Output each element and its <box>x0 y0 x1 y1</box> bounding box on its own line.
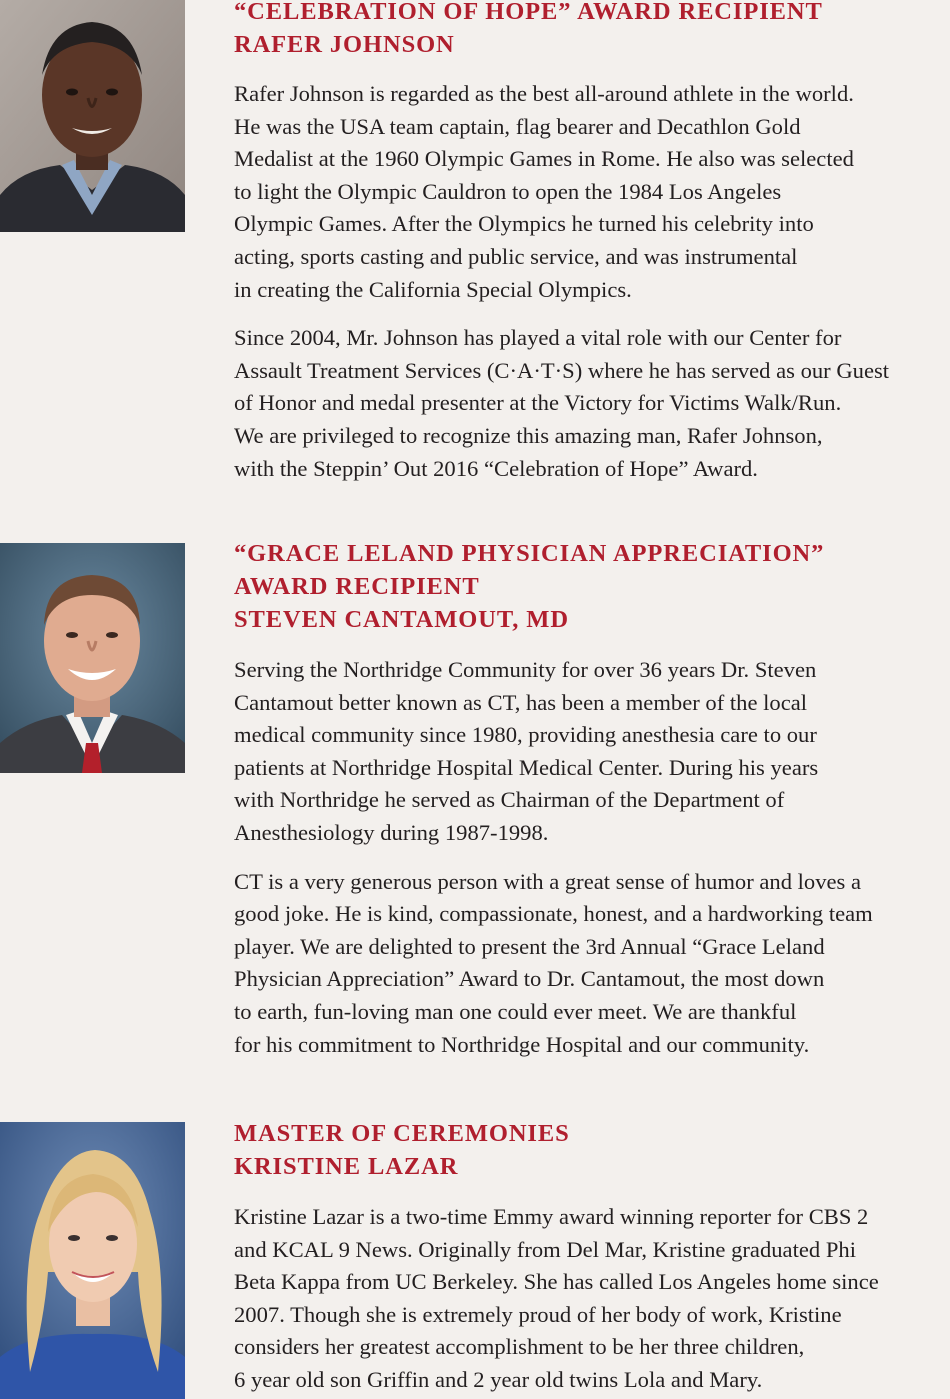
text-line: player. We are delighted to present the 3rd Annual “Grace Leland <box>234 933 825 959</box>
text-line: Physician Appreciation” Award to Dr. Cantamout, the most down <box>234 966 825 992</box>
text-line: Olympic Games. After the Olympics he turned his celebrity into <box>234 211 814 237</box>
heading-line: “CELEBRATION OF HOPE” AWARD RECIPIENT <box>234 0 823 25</box>
text-line: 2007. Though she is extremely proud of her body of work, Kristine <box>234 1301 842 1327</box>
text-line: He was the USA team captain, flag bearer and Decathlon Gold <box>234 113 801 139</box>
text-line: acting, sports casting and public service, and was instrumental <box>234 243 798 269</box>
portrait-photo <box>0 543 185 773</box>
text-line: Assault Treatment Services (C·A·T·S) where he has served as our Guest <box>234 357 890 383</box>
text-line: for his commitment to Northridge Hospital and our community. <box>234 1031 810 1057</box>
section-heading <box>234 1117 950 1183</box>
heading-line: “GRACE LELAND PHYSICIAN APPRECIATION” <box>234 540 825 567</box>
text-line: Beta Kappa from UC Berkeley. She has called Los Angeles home since <box>234 1269 879 1295</box>
text-line: patients at Northridge Hospital Medical Center. During his years <box>234 754 819 780</box>
text-line: We are privileged to recognize this amazing man, Rafer Johnson, <box>234 422 823 448</box>
text-line: Cantamout better known as CT, has been a member of the local <box>234 689 808 715</box>
text-line: considers her greatest accomplishment to be her three children, <box>234 1334 805 1360</box>
text-line: and KCAL 9 News. Originally from Del Mar, Kristine graduated Phi <box>234 1236 856 1262</box>
bio-paragraph <box>234 866 950 1062</box>
text-line: with the Steppin’ Out 2016 “Celebration of Hope” Award. <box>234 455 758 481</box>
recipient-name: KRISTINE LAZAR <box>234 1153 459 1180</box>
portrait-photo <box>0 1122 185 1399</box>
text-line: of Honor and medal presenter at the Victory for Victims Walk/Run. <box>234 390 842 416</box>
text-line: good joke. He is kind, compassionate, honest, and a hardworking team <box>234 901 873 927</box>
text-line: CT is a very generous person with a great sense of humor and loves a <box>234 868 862 894</box>
text-line: to light the Olympic Cauldron to open the 1984 Los Angeles <box>234 178 782 204</box>
heading-line: AWARD RECIPIENT <box>234 573 480 600</box>
text-line: Medalist at the 1960 Olympic Games in Rome. He also was selected <box>234 146 854 172</box>
section-heading <box>234 0 950 61</box>
bio-paragraph <box>234 322 950 485</box>
bio-paragraph <box>234 1201 950 1397</box>
section-steven-cantamout <box>0 540 950 1080</box>
text-line: medical community since 1980, providing anesthesia care to our <box>234 722 817 748</box>
portrait-photo <box>0 0 185 232</box>
text-line: Anesthesiology during 1987-1998. <box>234 819 549 845</box>
text-line: Serving the Northridge Community for over 36 years Dr. Steven <box>234 657 817 682</box>
section-heading <box>234 537 950 636</box>
text-line: 6 year old son Griffin and 2 year old twins Lola and Mary. <box>234 1366 763 1392</box>
text-line: Since 2004, Mr. Johnson has played a vital role with our Center for <box>234 325 842 351</box>
text-line: in creating the California Special Olympics. <box>234 276 632 302</box>
heading-line: MASTER OF CEREMONIES <box>234 1120 570 1147</box>
text-line: Rafer Johnson is regarded as the best all-around athlete in the world. <box>234 81 854 106</box>
text-line: with Northridge he served as Chairman of the Department of <box>234 787 785 813</box>
text-line: Kristine Lazar is a two-time Emmy award winning reporter for CBS 2 <box>234 1204 869 1229</box>
bio-paragraph <box>234 78 950 306</box>
section-rafer-johnson <box>0 0 950 500</box>
recipient-name: RAFER JOHNSON <box>234 31 455 58</box>
section-kristine-lazar <box>0 1119 950 1399</box>
text-line: to earth, fun-loving man one could ever meet. We are thankful <box>234 998 797 1024</box>
bio-paragraph <box>234 654 950 850</box>
recipient-name: STEVEN CANTAMOUT, MD <box>234 606 569 633</box>
